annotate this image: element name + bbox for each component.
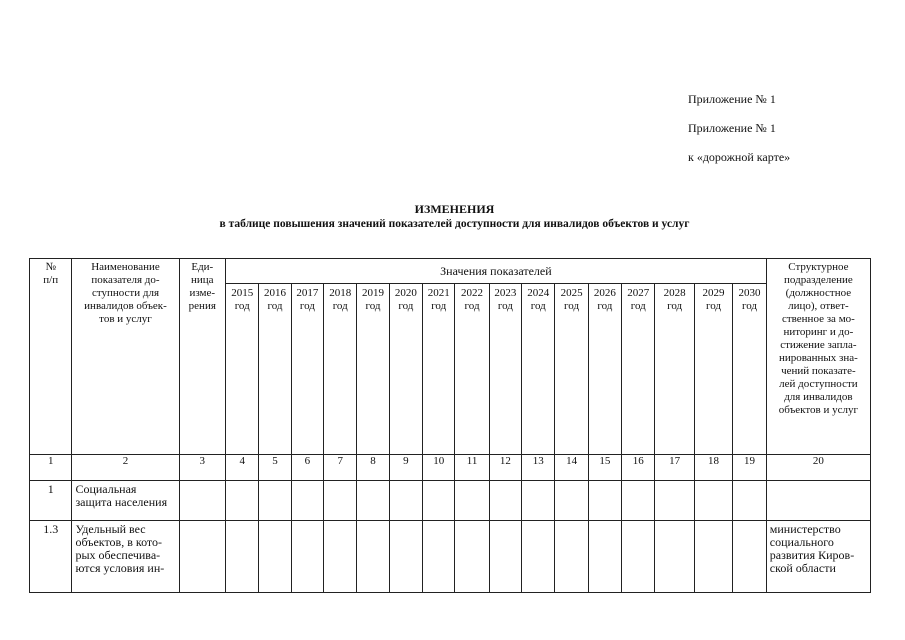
column-number: 12 xyxy=(489,455,521,481)
responsible-header-line: ственное за мо- xyxy=(781,313,855,325)
indicators-table xyxy=(29,258,871,593)
year-header-2025: 2025 год xyxy=(555,284,588,455)
value-cell xyxy=(389,521,422,593)
year-header-2021: 2021 год xyxy=(423,284,455,455)
row-name-line: рых обеспечива- xyxy=(75,548,161,562)
row-name-line: Удельный вес xyxy=(75,522,146,536)
row-name xyxy=(72,481,179,521)
responsible-header-line: Структурное xyxy=(788,261,849,273)
value-cell xyxy=(259,481,291,521)
value-cell xyxy=(291,521,323,593)
name-header-line: Наименование xyxy=(91,261,160,273)
responsible-header-line: (должностное xyxy=(785,287,852,299)
responsible-header-line: ниторинг и до- xyxy=(783,326,854,338)
column-number: 8 xyxy=(357,455,389,481)
value-cell xyxy=(733,481,767,521)
column-number: 4 xyxy=(226,455,259,481)
table-row xyxy=(30,521,871,593)
unit-cell xyxy=(179,521,225,593)
year-header-2020: 2020 год xyxy=(389,284,422,455)
column-number: 18 xyxy=(694,455,732,481)
value-cell xyxy=(226,481,259,521)
column-number: 7 xyxy=(324,455,357,481)
value-cell xyxy=(324,521,357,593)
responsible-header xyxy=(766,259,870,455)
year-header-2023: 2023 год xyxy=(489,284,521,455)
column-number: 14 xyxy=(555,455,588,481)
unit-header-line: ница xyxy=(191,274,214,286)
column-number: 11 xyxy=(455,455,489,481)
row-name-line: ются условия ин- xyxy=(75,561,165,575)
row-name-line: защита населения xyxy=(75,495,168,509)
value-cell xyxy=(357,521,389,593)
value-cell xyxy=(324,481,357,521)
value-cell xyxy=(423,521,455,593)
name-header-line: ступности для xyxy=(91,287,160,299)
row-number: 1 xyxy=(30,481,72,521)
column-number: 2 xyxy=(72,455,179,481)
column-number: 1 xyxy=(30,455,72,481)
responsible-header-line: стижение запла- xyxy=(780,339,857,351)
value-cell xyxy=(489,521,521,593)
responsible-cell xyxy=(766,521,870,593)
year-header-2026: 2026 год xyxy=(588,284,621,455)
value-cell xyxy=(588,481,621,521)
column-number: 17 xyxy=(655,455,694,481)
num-header-line: № xyxy=(45,261,56,273)
value-cell xyxy=(655,521,694,593)
unit-cell xyxy=(179,481,225,521)
unit-header-line: изме- xyxy=(189,287,216,299)
document-title: ИЗМЕНЕНИЯ xyxy=(414,202,495,216)
roadmap-reference: к «дорожной карте» xyxy=(688,150,791,164)
name-header-line: инвалидов объек- xyxy=(84,300,167,312)
value-cell xyxy=(522,521,555,593)
responsible-line: министерство xyxy=(769,522,841,536)
unit-header-line: рения xyxy=(188,300,216,312)
value-cell xyxy=(655,481,694,521)
year-header-2024: 2024 год xyxy=(522,284,555,455)
value-cell xyxy=(259,521,291,593)
value-cell xyxy=(555,521,588,593)
responsible-header-line: подразделение xyxy=(784,274,853,286)
values-header: Значения показателей xyxy=(226,259,767,284)
year-header-2015: 2015 год xyxy=(226,284,259,455)
year-header-2019: 2019 год xyxy=(357,284,389,455)
column-number: 9 xyxy=(389,455,422,481)
responsible-header-line: для инвалидов xyxy=(784,391,853,403)
value-cell xyxy=(694,481,732,521)
column-number: 16 xyxy=(622,455,655,481)
year-header-2029: 2029 год xyxy=(694,284,732,455)
value-cell xyxy=(357,481,389,521)
responsible-header-line: чений показате- xyxy=(781,365,856,377)
year-header-2017: 2017 год xyxy=(291,284,323,455)
responsible-line: развития Киров- xyxy=(769,548,855,562)
row-name xyxy=(72,521,179,593)
responsible-header-line: лицо), ответ- xyxy=(788,300,849,312)
year-header-2022: 2022 год xyxy=(455,284,489,455)
value-cell xyxy=(694,521,732,593)
value-cell xyxy=(423,481,455,521)
column-number: 5 xyxy=(259,455,291,481)
column-number: 3 xyxy=(179,455,225,481)
unit-header-line: Еди- xyxy=(191,261,214,273)
row-name-line: Социальная xyxy=(75,482,137,496)
responsible-header-line: лей доступности xyxy=(779,378,858,390)
appendix-label-2: Приложение № 1 xyxy=(688,121,776,135)
value-cell xyxy=(733,521,767,593)
column-number: 10 xyxy=(423,455,455,481)
column-number: 15 xyxy=(588,455,621,481)
value-cell xyxy=(489,481,521,521)
value-cell xyxy=(291,481,323,521)
year-header-2016: 2016 год xyxy=(259,284,291,455)
column-number: 20 xyxy=(766,455,870,481)
column-number: 19 xyxy=(733,455,767,481)
responsible-line: ской области xyxy=(769,561,836,575)
document-subtitle: в таблице повышения значений показателей доступности для инвалидов объектов и услуг xyxy=(219,218,690,230)
value-cell xyxy=(389,481,422,521)
name-header xyxy=(72,259,179,455)
num-header xyxy=(30,259,72,455)
appendix-label-1: Приложение № 1 xyxy=(688,92,776,106)
num-header-line: п/п xyxy=(43,274,59,286)
responsible-cell xyxy=(766,481,870,521)
value-cell xyxy=(455,481,489,521)
name-header-line: тов и услуг xyxy=(99,313,152,325)
table-row xyxy=(30,481,871,521)
row-number: 1.3 xyxy=(30,521,72,593)
column-number-row xyxy=(30,455,871,481)
value-cell xyxy=(588,521,621,593)
value-cell xyxy=(622,521,655,593)
value-cell xyxy=(622,481,655,521)
column-number: 13 xyxy=(522,455,555,481)
unit-header xyxy=(179,259,225,455)
responsible-line: социального xyxy=(769,535,834,549)
value-cell xyxy=(226,521,259,593)
year-header-2018: 2018 год xyxy=(324,284,357,455)
value-cell xyxy=(455,521,489,593)
responsible-header-line: объектов и услуг xyxy=(778,404,858,416)
responsible-header-line: нированных зна- xyxy=(778,352,858,364)
year-header-2030: 2030 год xyxy=(733,284,767,455)
header-row-1 xyxy=(30,259,871,284)
name-header-line: показателя до- xyxy=(91,274,160,286)
year-header-2027: 2027 год xyxy=(622,284,655,455)
value-cell xyxy=(522,481,555,521)
value-cell xyxy=(555,481,588,521)
row-name-line: объектов, в кото- xyxy=(75,535,163,549)
column-number: 6 xyxy=(291,455,323,481)
year-header-2028: 2028 год xyxy=(655,284,694,455)
